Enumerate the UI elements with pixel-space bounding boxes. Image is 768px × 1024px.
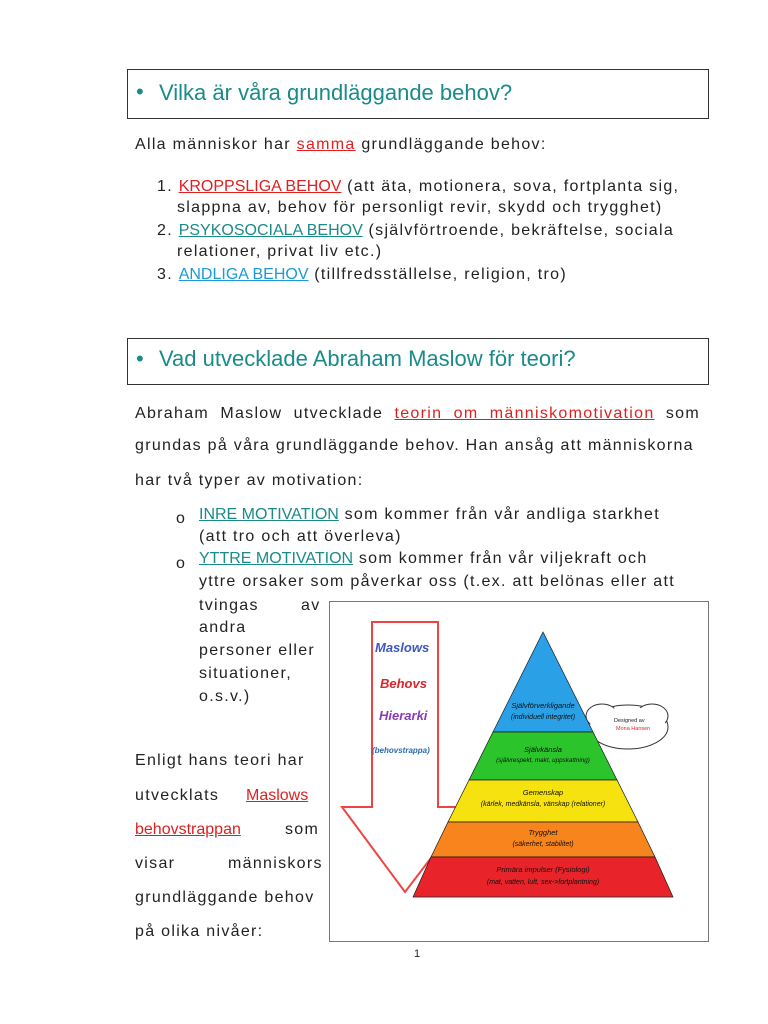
list-number: 2.	[157, 222, 173, 239]
sub-bullet-cont: situationer,	[199, 665, 292, 682]
pyramid-level-5	[413, 857, 673, 897]
sub-bullet-cont: (att tro och att överleva)	[199, 528, 402, 545]
paragraph-line: visar	[135, 855, 176, 872]
sub-bullet-marker: o	[176, 510, 187, 527]
level-5-sub: (mat, vatten, luft, sex->fortplantning)	[486, 879, 600, 886]
inre-text: som kommer från vår andliga starkhet	[338, 506, 660, 523]
p1-highlight: teorin om människomotivation	[394, 405, 655, 422]
credit-line-1: Designed av	[614, 718, 645, 724]
level-4-title: Trygghet	[528, 828, 558, 837]
sub-bullet-cont: yttre orsaker som påverkar oss (t.ex. att belönas eller att	[199, 573, 675, 590]
paragraph-line: utvecklats	[135, 787, 220, 804]
maslows-highlight: Maslows	[246, 787, 309, 804]
pyramid-level-2	[469, 732, 617, 780]
inre-label: INRE MOTIVATION	[199, 506, 339, 523]
arrow-word-behovs: Behovs	[380, 676, 427, 691]
list-number: 1.	[157, 178, 173, 195]
list-label: KROPPSLIGA BEHOV	[178, 178, 342, 195]
level-3-title: Gemenskap	[522, 788, 564, 797]
list-item	[157, 178, 679, 196]
intro-after: grundläggande behov:	[355, 136, 547, 153]
list-item	[157, 222, 674, 240]
paragraph-line: människors	[228, 855, 323, 872]
arrow-word-behovstrappa: (behovstrappa)	[372, 746, 430, 755]
paragraph-line: Enligt hans teori har	[135, 752, 305, 769]
p1-text: Abraham Maslow utvecklade	[135, 405, 395, 422]
arrow-word-hierarki: Hierarki	[379, 708, 428, 723]
level-5-title: Primära impulser (Fysiologi)	[496, 865, 590, 874]
page-number: 1	[414, 948, 421, 960]
paragraph-line: har två typer av motivation:	[135, 472, 364, 489]
intro-before: Alla människor har	[135, 136, 297, 153]
sub-bullet-item	[199, 506, 660, 524]
sub-bullet-marker: o	[176, 555, 187, 572]
level-4-sub: (säkerhet, stabilitet)	[512, 841, 574, 848]
paragraph-line: på olika nivåer:	[135, 923, 264, 940]
bullet-icon: •	[136, 346, 144, 371]
level-2-sub: (självrespekt, makt, uppskattning)	[496, 757, 590, 764]
bullet-icon: •	[136, 79, 144, 104]
list-text: (att äta, motionera, sova, fortplanta sig,	[341, 178, 680, 195]
maslow-figure	[329, 601, 709, 942]
list-label: PSYKOSOCIALA BEHOV	[178, 222, 363, 239]
question-box-2	[127, 338, 709, 385]
sub-bullet-cont: o.s.v.)	[199, 688, 251, 705]
credit-line-2: Mona Hansen	[616, 726, 651, 732]
list-item-cont: slappna av, behov för personligt revir, skydd och trygghet)	[177, 199, 663, 216]
intro-highlight: samma	[296, 136, 356, 153]
paragraph-line: grundläggande behov	[135, 889, 315, 906]
level-3-sub: (kärlek, medkänsla, vänskap (relationer)	[480, 801, 606, 808]
list-label: ANDLIGA BEHOV	[178, 266, 309, 283]
paragraph-line: grundas på våra grundläggande behov. Han ansåg att människorna	[135, 437, 694, 454]
list-number: 3.	[157, 266, 173, 283]
sub-bullet-cont: av	[301, 597, 321, 614]
list-item-cont: relationer, privat liv etc.)	[177, 243, 383, 260]
level-1-title: Självförverkligande	[511, 701, 575, 710]
p1-text-after: som	[654, 405, 700, 422]
sub-bullet-item	[199, 550, 648, 568]
list-text: (tillfredsställelse, religion, tro)	[308, 266, 567, 283]
question-heading-2: Vad utvecklade Abraham Maslow för teori?	[159, 346, 576, 371]
arrow-word-maslows: Maslows	[375, 640, 430, 655]
level-2-title: Självkänsla	[524, 745, 562, 754]
intro-text	[135, 136, 547, 154]
paragraph-line: som	[285, 821, 320, 838]
question-box-1	[127, 69, 709, 119]
list-item	[157, 266, 567, 284]
list-text: (självförtroende, bekräftelse, sociala	[362, 222, 675, 239]
yttre-label: YTTRE MOTIVATION	[199, 550, 354, 567]
paragraph-line	[135, 405, 700, 423]
question-heading-1: Vilka är våra grundläggande behov?	[159, 80, 513, 105]
sub-bullet-cont: andra	[199, 619, 247, 636]
maslow-pyramid-svg	[330, 602, 708, 941]
yttre-text: som kommer från vår viljekraft och	[353, 550, 648, 567]
behovstrappan-highlight: behovstrappan	[135, 821, 241, 838]
sub-bullet-cont: personer eller	[199, 642, 316, 659]
level-1-sub: (individuell integritet)	[510, 714, 576, 721]
sub-bullet-cont: tvingas	[199, 597, 259, 614]
